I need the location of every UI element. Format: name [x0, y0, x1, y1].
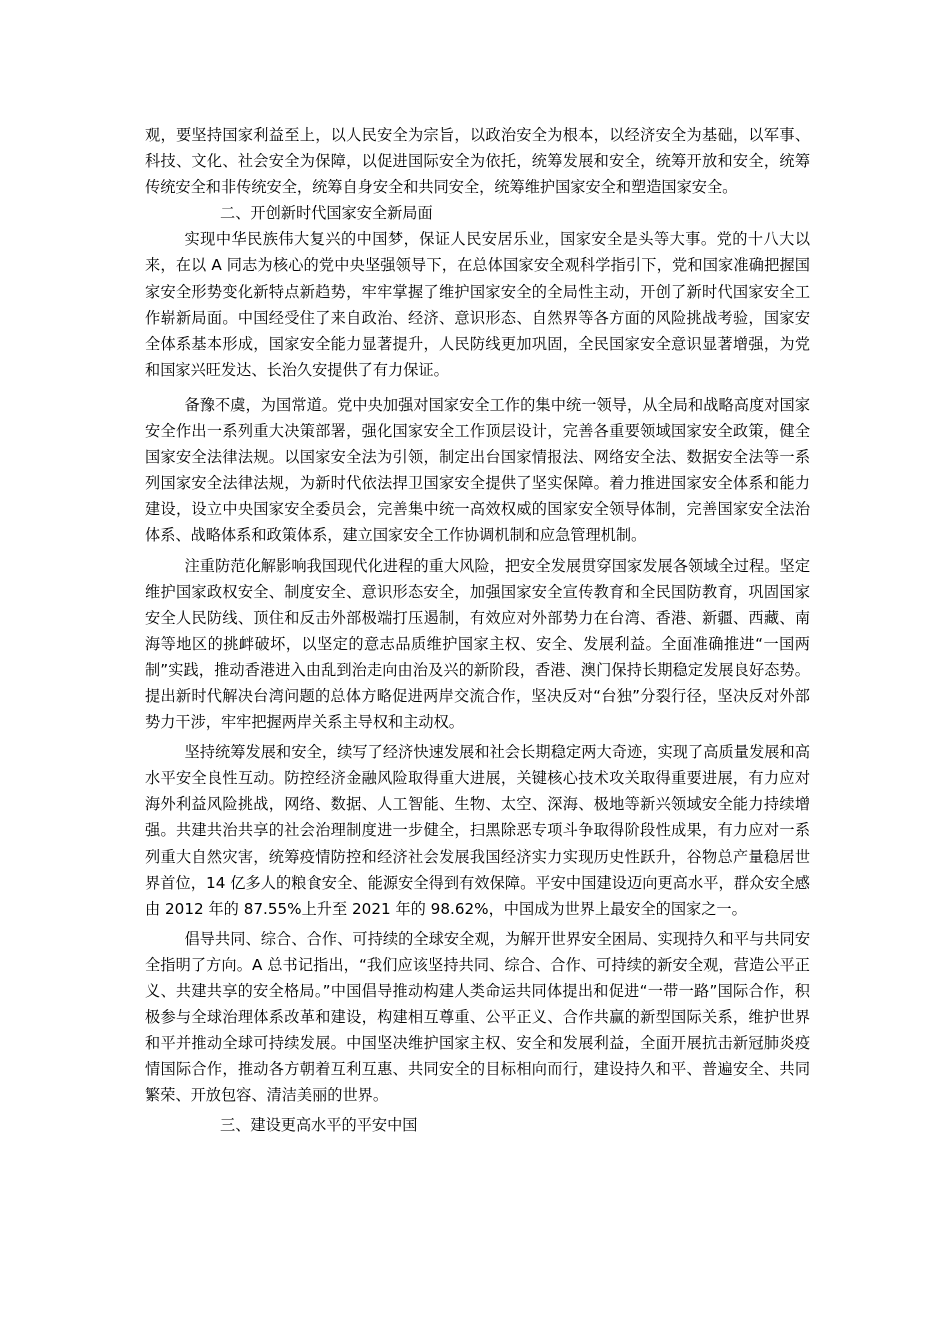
- paragraph-2: 备豫不虞，为国常道。党中央加强对国家安全工作的集中统一领导，从全局和战略高度对国家安全作出一系列重大决策部署，强化国家安全工作顶层设计，完善各重要领域国家安全政策，健全国家安全法律法规。以国家安全法为引领，制定出台国家情报法、网络安全法、数据安全法等一系列国家安全法律法规，为新时代依法捍卫国家安全提供了坚实保障。着力推进国家安全体系和能力建设，设立中央国家安全委员会，完善集中统一高效权威的国家安全领导体制，完善国家安全法治体系、战略体系和政策体系，建立国家安全工作协调机制和应急管理机制。: [145, 395, 810, 545]
- document-body: [145, 122, 810, 1139]
- section-heading-2: 二、开创新时代国家安全新局面: [220, 204, 433, 223]
- paragraph-3: 注重防范化解影响我国现代化进程的重大风险，把安全发展贯穿国家发展各领域全过程。坚定维护国家政权安全、制度安全、意识形态安全，加强国家安全宣传教育和全民国防教育，巩固国家安全人民防线、顶住和反击外部极端打压遏制，有效应对外部势力在台湾、香港、新疆、西藏、南海等地区的挑衅破坏，以坚定的意志品质维护国家主权、安全、发展利益。全面准确推进“一国两制”实践，推动香港进入由乱到治走向由治及兴的新阶段，香港、澳门保持长期稳定发展良好态势。提出新时代解决台湾问题的总体方略促进两岸交流合作，坚决反对“台独”分裂行径，坚决反对外部势力干涉，牢牢把握两岸关系主导权和主动权。: [145, 556, 810, 732]
- paragraph-1: 实现中华民族伟大复兴的中国梦，保证人民安居乐业，国家安全是头等大事。党的十八大以来，在以 A 同志为核心的党中央坚强领导下，在总体国家安全观科学指引下，党和国家准确把握国家安全形势变化新特点新趋势，牢牢掌握了维护国家安全的全局性主动，开创了新时代国家安全工作崭新局面。中国经受住了来自政治、经济、意识形态、自然界等各方面的风险挑战考验，国家安全体系基本形成，国家安全能力显著提升，人民防线更加巩固，全民国家安全意识显著增强，为党和国家兴旺发达、长治久安提供了有力保证。: [145, 230, 810, 379]
- paragraph-4: 坚持统筹发展和安全，续写了经济快速发展和社会长期稳定两大奇迹，实现了高质量发展和高水平安全良性互动。防控经济金融风险取得重大进展，关键核心技术攻关取得重要进展，有力应对海外利益风险挑战，网络、数据、人工智能、生物、太空、深海、极地等新兴领域安全能力持续增强。共建共治共享的社会治理制度进一步健全，扫黑除恶专项斗争取得阶段性成果，有力应对一系列重大自然灾害，统筹疫情防控和经济社会发展我国经济实力实现历史性跃升，谷物总产量稳居世界首位，14 亿多人的粮食安全、能源安全得到有效保障。平安中国建设迈向更高水平，群众安全感由 2012 年的 87.55%上升至 2021 年的 98.62%，中国成为世界上最安全的国家之一。: [145, 743, 810, 918]
- paragraph-intro-continuation: 观，要坚持国家利益至上，以人民安全为宗旨，以政治安全为根本，以经济安全为基础，以军事、科技、文化、社会安全为保障，以促进国际安全为依托，统筹发展和安全，统筹开放和安全，统筹传统安全和非传统安全，统筹自身安全和共同安全，统筹维护国家安全和塑造国家安全。: [145, 126, 810, 197]
- section-heading-3: 三、建设更高水平的平安中国: [220, 1116, 418, 1135]
- paragraph-5: 倡导共同、综合、合作、可持续的全球安全观，为解开世界安全困局、实现持久和平与共同安全指明了方向。A 总书记指出，“我们应该坚持共同、综合、合作、可持续的新安全观，营造公平正义、共建共享的安全格局。”中国倡导推动构建人类命运共同体提出和促进“一带一路”国际合作，积极参与全球治理体系改革和建设，构建相互尊重、公平正义、合作共赢的新型国际关系，维护世界和平并推动全球可持续发展。中国坚决维护国家主权、安全和发展利益，全面开展抗击新冠肺炎疫情国际合作，推动各方朝着互利互惠、共同安全的目标相向而行，建设持久和平、普遍安全、共同繁荣、开放包容、清洁美丽的世界。: [145, 929, 810, 1105]
